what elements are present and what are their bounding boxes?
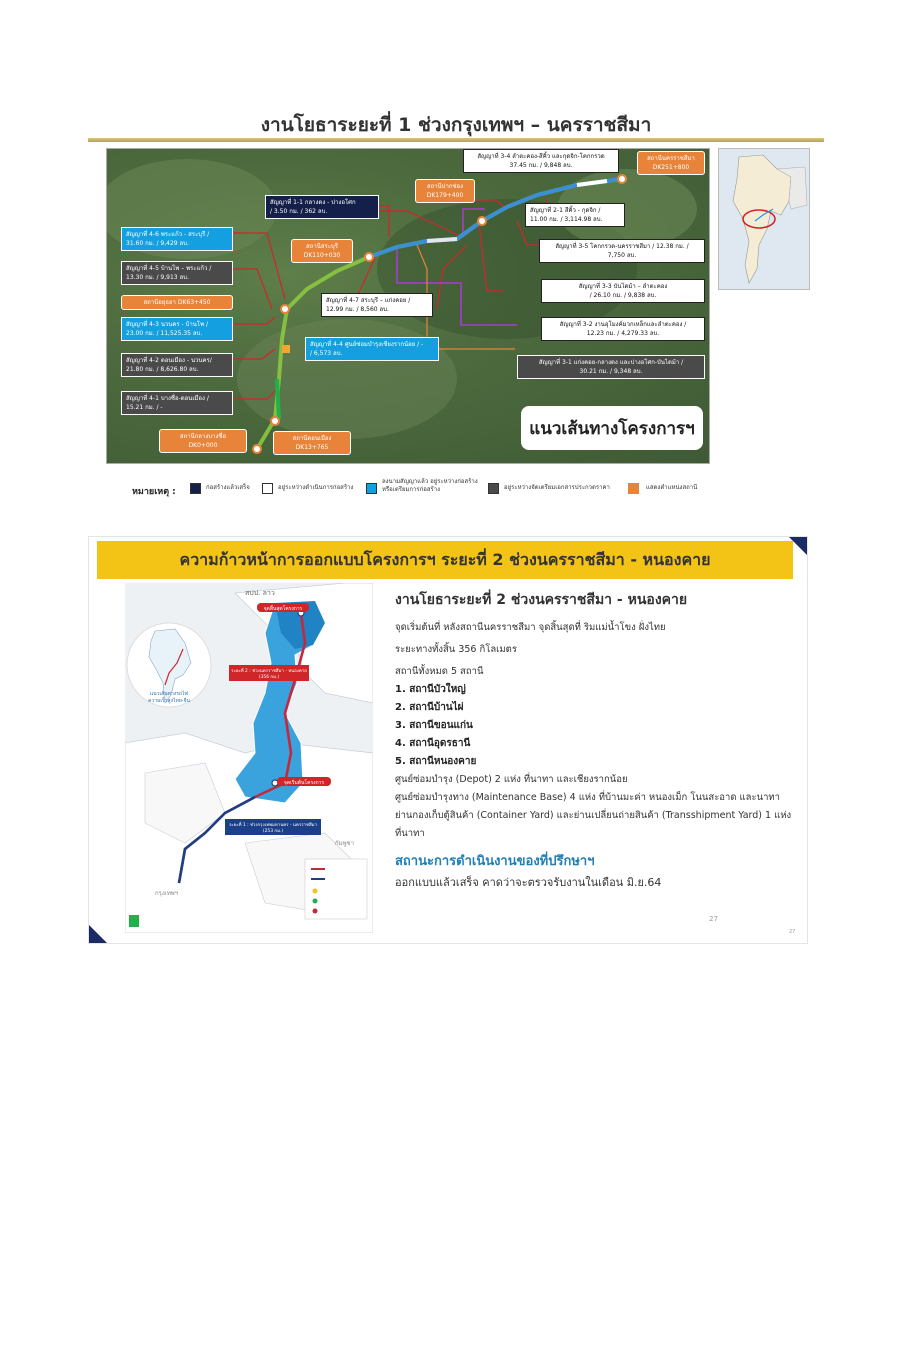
contract-4-5-label: สัญญาที่ 4-5 บ้านโพ – พระแก้ว / 13.30 กม. / 9,913 ลบ. xyxy=(121,261,233,285)
map-label-laos: สปป. ลาว xyxy=(245,589,275,597)
station-item: 5. สถานีหนองคาย xyxy=(395,756,477,767)
start-end-point: จุดเริ่มต้นที่ หลังสถานีนครราชสีมา จุดสิ้นสุดที่ ริมแม่น้ำโขง ฝั่งไทย xyxy=(395,622,666,633)
legend-swatch-completed xyxy=(190,483,201,494)
station-item: 4. สถานีอุดรธานี xyxy=(395,738,471,749)
legend-swatch-bidding xyxy=(488,483,499,494)
phase2-description xyxy=(395,589,795,893)
route-map-phase1 xyxy=(106,148,710,464)
contract-4-4-label: สัญญาที่ 4-4 ศูนย์ซ่อมบำรุงเชียงรากน้อย / - / 6,573 ลบ. xyxy=(305,337,439,361)
station-don-mueang-label: สถานีดอนเมือง DK13+765 xyxy=(273,431,351,455)
depot-info: ศูนย์ซ่อมบำรุง (Depot) 2 แห่ง ที่นาทา และเชียงรากน้อย xyxy=(395,774,628,785)
legend xyxy=(132,478,812,502)
contract-3-5-label: สัญญาที่ 3-5 โคกกรวด-นครราชสีมา / 12.38 กม. / 7,750 ลบ. xyxy=(539,239,705,263)
map-label-end-point: จุดสิ้นสุดโครงการ xyxy=(263,606,303,612)
slide1-title: งานโยธาระยะที่ 1 ช่วงกรุงเทพฯ – นครราชสีมา xyxy=(260,114,652,136)
map-label-cambodia: กัมพูชา xyxy=(335,840,354,847)
consultant-status: ออกแบบแล้วเสร็จ คาดว่าจะตรวจรับงานในเดือน มิ.ย.64 xyxy=(395,876,662,889)
map-label-phase1: ระยะที่ 1 : ช่วงกรุงเทพมหานคร - นครราชสีมา xyxy=(228,823,318,828)
station-nakhon-ratchasima-label: สถานีนครราชสีมา DK251+800 xyxy=(637,151,705,175)
title-divider xyxy=(88,138,824,142)
legend-text-under-construction: อยู่ระหว่างดำเนินการก่อสร้าง xyxy=(278,484,354,491)
legend-text-bidding: อยู่ระหว่างจัดเตรียมเอกสารประกวดราคา xyxy=(504,484,610,491)
page-number-small: 27 xyxy=(789,929,796,935)
legend-text-completed: ก่อสร้างแล้วเสร็จ xyxy=(206,484,250,491)
contract-3-2-label: สัญญาที่ 3-2 งานอุโมงค์มวกเหล็กและลำตะคอง / 12.23 กม. / 4,279.33 ลบ. xyxy=(541,317,705,341)
yard-info-cont: ที่นาทา xyxy=(395,828,425,839)
contract-3-1-label: สัญญาที่ 3-1 แก่งคอย-กลางดง และปางอโศก-บันไดม้า / 30.21 กม. / 9,348 ลบ. xyxy=(517,355,705,379)
legend-title: หมายเหตุ : xyxy=(132,487,176,497)
station-ayutthaya-label: สถานีอยุธยา DK63+450 xyxy=(121,295,233,310)
legend-swatch-under-construction xyxy=(262,483,273,494)
inset-caption-1: แนวเส้นทางรถไฟ xyxy=(150,691,188,697)
inset-map-drawing xyxy=(719,149,810,290)
station-pak-chong-label: สถานีปากช่อง DK179+400 xyxy=(415,179,475,203)
legend-text-signed-2: หรือเตรียมการก่อสร้าง xyxy=(382,486,441,493)
station-bang-sue-label: สถานีกลางบางซื่อ DK0+000 xyxy=(159,429,247,453)
slide2-header: ความก้าวหน้าการออกแบบโครงการฯ ระยะที่ 2 ช่วงนครราชสีมา - หนองคาย xyxy=(97,541,793,579)
thailand-inset-map xyxy=(718,148,810,290)
map-label-phase2: ระยะที่ 2 : ช่วงนครราชสีมา - หนองคาย xyxy=(231,669,307,674)
map-label-phase1-km: (253 กม.) xyxy=(262,829,284,834)
contract-1-1-label: สัญญาที่ 1-1 กลางดง - ปางอโศก / 3.50 กม. / 362 ลบ. xyxy=(265,195,379,219)
legend-text-signed-1: ลงนามสัญญาแล้ว อยู่ระหว่างก่อสร้าง xyxy=(382,478,478,485)
total-distance: ระยะทางทั้งสิ้น 356 กิโลเมตร xyxy=(395,644,517,655)
contract-4-2-label: สัญญาที่ 4-2 ดอนเมือง - นวนคร/ 21.80 กม. / 8,626.80 ลบ. xyxy=(121,353,233,377)
contract-3-3-label: สัญญาที่ 3-3 บันไดม้า – ลำตะคอง / 26.10 กม. / 9,838 ลบ. xyxy=(541,279,705,303)
inset-caption-2: ความเร็วสูงไทย-จีน xyxy=(148,698,190,704)
station-item: 2. สถานีบ้านไผ่ xyxy=(395,702,464,713)
page-number: 27 xyxy=(709,915,718,923)
stations-total: สถานีทั้งหมด 5 สถานี xyxy=(395,666,484,677)
contract-4-6-label: สัญญาที่ 4-6 พระแก้ว - สระบุรี / 31.60 กม. / 9,429 ลบ. xyxy=(121,227,233,251)
contract-4-7-label: สัญญาที่ 4-7 สระบุรี – แก่งคอย / 12.99 กม. / 8,560 ลบ. xyxy=(321,293,433,317)
contract-4-3-label: สัญญาที่ 4-3 นวนคร - บ้านโพ / 23.00 กม. / 11,525.35 ลบ. xyxy=(121,317,233,341)
route-map-phase2 xyxy=(125,583,373,933)
station-saraburi-label: สถานีสระบุรี DK110+030 xyxy=(291,239,353,263)
phase2-heading: งานโยธาระยะที่ 2 ช่วงนครราชสีมา - หนองคาย xyxy=(395,592,688,608)
slide-phase1 xyxy=(88,100,824,510)
legend-swatch-station xyxy=(628,483,639,494)
maintenance-info: ศูนย์ซ่อมบำรุงทาง (Maintenance Base) 4 แห่ง ที่บ้านมะค่า หนองเม็ก โนนสะอาด และนาทา xyxy=(395,792,781,803)
contract-2-1-label: สัญญาที่ 2-1 สีคิ้ว - กุดจิก / 11.00 กม. / 3,114.98 ลบ. xyxy=(525,203,625,227)
corner-decoration xyxy=(89,925,107,943)
slide-phase2 xyxy=(88,536,808,944)
consultant-status-heading: สถานะการดำเนินงานของที่ปรึกษาฯ xyxy=(395,854,595,869)
yard-info: ย่านกองเก็บตู้สินค้า (Container Yard) และย่านเปลี่ยนถ่ายสินค้า (Transshipment Yard) 1 แห่ง xyxy=(395,810,792,821)
contract-3-4-label: สัญญาที่ 3-4 ลำตะคอง-สีคิ้ว และกุดจิก-โคกกรวด 37.45 กม. / 9,848 ลบ. xyxy=(463,149,619,173)
map-label-start-point: จุดเริ่มต้นโครงการ xyxy=(283,780,325,786)
contract-4-1-label: สัญญาที่ 4-1 บางซื่อ-ดอนเมือง / 15.21 กม. / - xyxy=(121,391,233,415)
legend-text-station: แสดงตำแหน่งสถานี xyxy=(646,484,698,491)
phase2-map-drawing xyxy=(125,583,373,933)
map-caption: แนวเส้นทางโครงการฯ xyxy=(521,406,703,450)
map-label-bangkok: กรุงเทพฯ xyxy=(155,890,179,897)
station-item: 3. สถานีขอนแก่น xyxy=(395,720,473,731)
legend-text-signed xyxy=(382,478,478,494)
legend-swatch-signed xyxy=(366,483,377,494)
map-label-phase2-km: (356 กม.) xyxy=(258,675,280,680)
station-item: 1. สถานีบัวใหญ่ xyxy=(395,684,466,695)
